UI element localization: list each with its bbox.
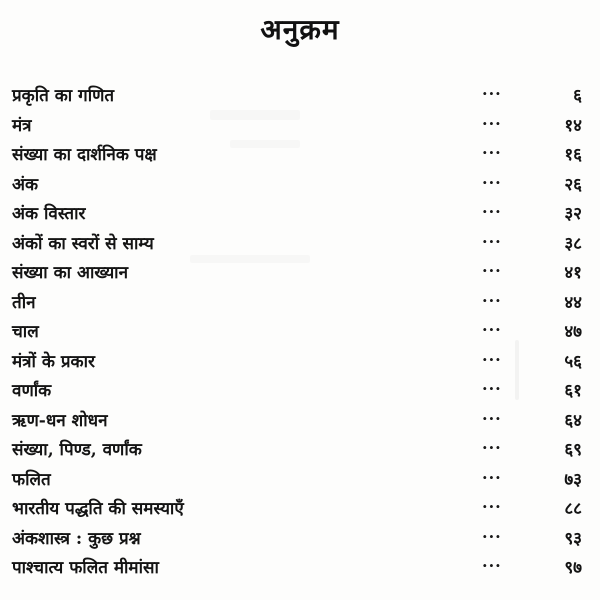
toc-entry-title: चाल	[12, 322, 39, 342]
toc-entry-title: फलित	[12, 469, 51, 490]
toc-entry-page-number: ४१	[564, 263, 582, 283]
toc-entry-leader: ...	[482, 493, 502, 512]
toc-entry-page-number: ३८	[564, 233, 582, 254]
toc-entry	[0, 552, 600, 582]
toc-entry-page-number: ६	[573, 86, 582, 106]
toc-entry	[0, 493, 600, 523]
toc-entry-page-number: ९७	[564, 558, 582, 578]
toc-entry	[0, 257, 600, 287]
toc-entry-title: प्रकृति का गणित	[12, 86, 115, 106]
toc-entry-leader: ...	[482, 109, 502, 129]
toc-entry-title: पाश्चात्य फलित मीमांसा	[12, 558, 159, 578]
toc-entry-page-number: ६४	[564, 410, 582, 431]
toc-entry-leader: ...	[482, 139, 502, 158]
toc-entry-title: अंक विस्तार	[12, 204, 86, 224]
toc-entry-leader: ...	[482, 434, 502, 453]
toc-entry-title: वर्णांक	[12, 381, 52, 401]
toc-entry-title: मंत्र	[12, 115, 32, 136]
toc-entry-page-number: १४	[564, 115, 582, 136]
toc-entry-leader: ...	[482, 345, 502, 365]
toc-entry	[0, 80, 600, 110]
toc-entry-page-number: ८८	[564, 499, 582, 519]
toc-entry-title: तीन	[12, 292, 36, 313]
toc-entry	[0, 523, 600, 553]
toc-entry-leader: ...	[482, 257, 502, 276]
toc-entry-page-number: ४७	[564, 322, 582, 342]
toc-entry-leader: ...	[482, 463, 502, 483]
toc-entry-title: अंक	[12, 174, 39, 195]
toc-entry-page-number: ६९	[564, 440, 582, 460]
toc-entry	[0, 405, 600, 435]
table-of-contents	[0, 80, 600, 582]
toc-entry	[0, 287, 600, 317]
toc-entry-page-number: ७३	[564, 469, 582, 490]
toc-entry-leader: ...	[482, 198, 502, 217]
toc-entry-leader: ...	[482, 286, 502, 306]
toc-entry	[0, 434, 600, 464]
toc-entry-title: भारतीय पद्धति की समस्याएँ	[12, 499, 184, 519]
toc-entry-page-number: ६१	[564, 381, 582, 401]
toc-entry	[0, 198, 600, 228]
toc-entry-leader: ...	[482, 316, 502, 335]
toc-entry-leader: ...	[482, 404, 502, 424]
toc-entry-title: संख्या का दार्शनिक पक्ष	[12, 145, 157, 165]
toc-entry	[0, 375, 600, 405]
toc-entry-title: ऋण-धन शोधन	[12, 410, 108, 431]
toc-entry-leader: ...	[482, 552, 502, 571]
toc-entry	[0, 464, 600, 494]
toc-entry	[0, 139, 600, 169]
toc-entry-title: अंकशास्त्र : कुछ प्रश्न	[12, 528, 141, 549]
toc-entry-leader: ...	[482, 168, 502, 188]
toc-entry	[0, 316, 600, 346]
toc-entry	[0, 228, 600, 258]
toc-entry-leader: ...	[482, 227, 502, 247]
toc-entry	[0, 169, 600, 199]
toc-entry	[0, 110, 600, 140]
toc-entry-page-number: ४४	[564, 292, 582, 313]
toc-entry-page-number: ९३	[564, 528, 582, 549]
page-title: अनुक्रम	[260, 13, 340, 46]
toc-entry-title: संख्या, पिण्ड, वर्णांक	[12, 440, 142, 460]
toc-entry-title: संख्या का आख्यान	[12, 263, 129, 283]
toc-entry-leader: ...	[482, 522, 502, 542]
toc-entry-title: मंत्रों के प्रकार	[12, 351, 95, 372]
toc-entry	[0, 346, 600, 376]
toc-entry-page-number: ३२	[564, 204, 582, 224]
toc-entry-page-number: ५६	[564, 351, 582, 372]
toc-entry-leader: ...	[482, 375, 502, 394]
toc-entry-leader: ...	[482, 80, 502, 99]
toc-entry-page-number: १६	[564, 145, 582, 165]
toc-entry-title: अंकों का स्वरों से साम्य	[12, 233, 154, 254]
toc-entry-page-number: २६	[564, 174, 582, 195]
